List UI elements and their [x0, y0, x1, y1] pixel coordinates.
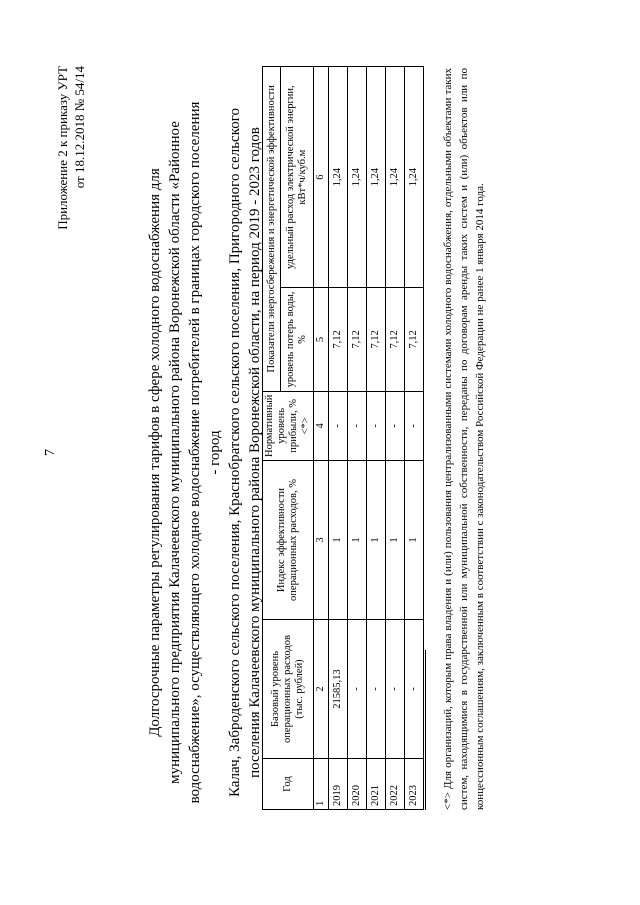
table-row: [329, 67, 348, 810]
cell-base-level: -: [348, 620, 367, 759]
column-number: 5: [314, 288, 329, 391]
cell-base-level: -: [386, 620, 405, 759]
cell-efficiency-index: 1: [367, 461, 386, 620]
header-base-level: Базовый уровень операционных расходов (тыс. рублей): [263, 620, 314, 759]
cell-normative-profit: -: [329, 391, 348, 460]
header-efficiency-index: Индекс эффективности операционных расходов, %: [263, 461, 314, 620]
column-number: 2: [314, 620, 329, 759]
cell-water-loss: 7,12: [386, 288, 405, 391]
column-number: 4: [314, 391, 329, 460]
cell-year: 2022: [386, 759, 405, 810]
cell-normative-profit: -: [386, 391, 405, 460]
cell-specific-power: 1,24: [405, 67, 424, 288]
cell-specific-power: 1,24: [348, 67, 367, 288]
page-number: 7: [43, 449, 58, 456]
table-row: [348, 67, 367, 810]
footnote-separator: [425, 650, 426, 810]
title-line: Долгосрочные параметры регулирования тарифов в сфере холодного водоснабжения для: [147, 168, 163, 737]
cell-water-loss: 7,12: [405, 288, 424, 391]
cell-base-level: 21585,13: [329, 620, 348, 759]
cell-year: 2020: [348, 759, 367, 810]
cell-normative-profit: -: [367, 391, 386, 460]
table-row: [367, 67, 386, 810]
cell-year: 2023: [405, 759, 424, 810]
column-number: 1: [314, 759, 329, 810]
header-normative-profit: Нормативный уровень прибыли, % <*>: [263, 391, 314, 460]
table-row: [405, 67, 424, 810]
cell-water-loss: 7,12: [329, 288, 348, 391]
title-line: водоснабжение», осуществляющего холодное водоснабжение потребителей в границах городского поселения - город: [187, 101, 223, 804]
table-row: [386, 67, 405, 810]
header-year: Год: [263, 759, 314, 810]
title-line: Калач, Заброденского сельского поселения, Краснобратского сельского поселения, Пригородного сельского: [227, 107, 243, 798]
cell-efficiency-index: 1: [348, 461, 367, 620]
title-line: поселения Калачеевского муниципального района Воронежской области, на период 2019 - 2023 годов: [247, 127, 263, 778]
column-number-row: [314, 67, 329, 810]
appendix-line-1: Приложение 2 к приказу УРТ: [55, 66, 70, 230]
cell-water-loss: 7,12: [348, 288, 367, 391]
cell-specific-power: 1,24: [386, 67, 405, 288]
cell-year: 2019: [329, 759, 348, 810]
cell-base-level: -: [367, 620, 386, 759]
cell-water-loss: 7,12: [367, 288, 386, 391]
cell-efficiency-index: 1: [405, 461, 424, 620]
appendix-line-2: от 18.12.2018 № 54/14: [72, 66, 87, 189]
column-number: 6: [314, 67, 329, 288]
cell-specific-power: 1,24: [329, 67, 348, 288]
cell-efficiency-index: 1: [329, 461, 348, 620]
cell-specific-power: 1,24: [367, 67, 386, 288]
header-energy-group: Показатели энергосбережения и энергетической эффективности: [263, 67, 281, 392]
table-header-row: [263, 67, 281, 810]
header-water-loss: уровень потерь воды, %: [281, 288, 314, 391]
cell-normative-profit: -: [405, 391, 424, 460]
cell-year: 2021: [367, 759, 386, 810]
footnote-text: <*> Для организаций, которым права владения и (или) пользования централизованными системами холодного водоснабжения, отдельными объектами таких систем, находящимися в государственной или муниципальной собственности, переданы по договорам аренды таких систем и (или) объектов или по концессионным соглашениям, заключенным в соответствии с законодательством Российской Федерации не ранее 1 января 2014 года.: [442, 68, 486, 810]
document-title: [145, 100, 265, 805]
cell-normative-profit: -: [348, 391, 367, 460]
header-specific-power: удельный расход электрической энергии, кВт*ч/куб.м: [281, 67, 314, 288]
tariff-parameters-table: [262, 66, 424, 810]
appendix-reference: [54, 66, 88, 230]
title-line: муниципального предприятия Калачеевского муниципального района Воронежской области «Районное: [167, 121, 183, 784]
cell-efficiency-index: 1: [386, 461, 405, 620]
column-number: 3: [314, 461, 329, 620]
cell-base-level: -: [405, 620, 424, 759]
